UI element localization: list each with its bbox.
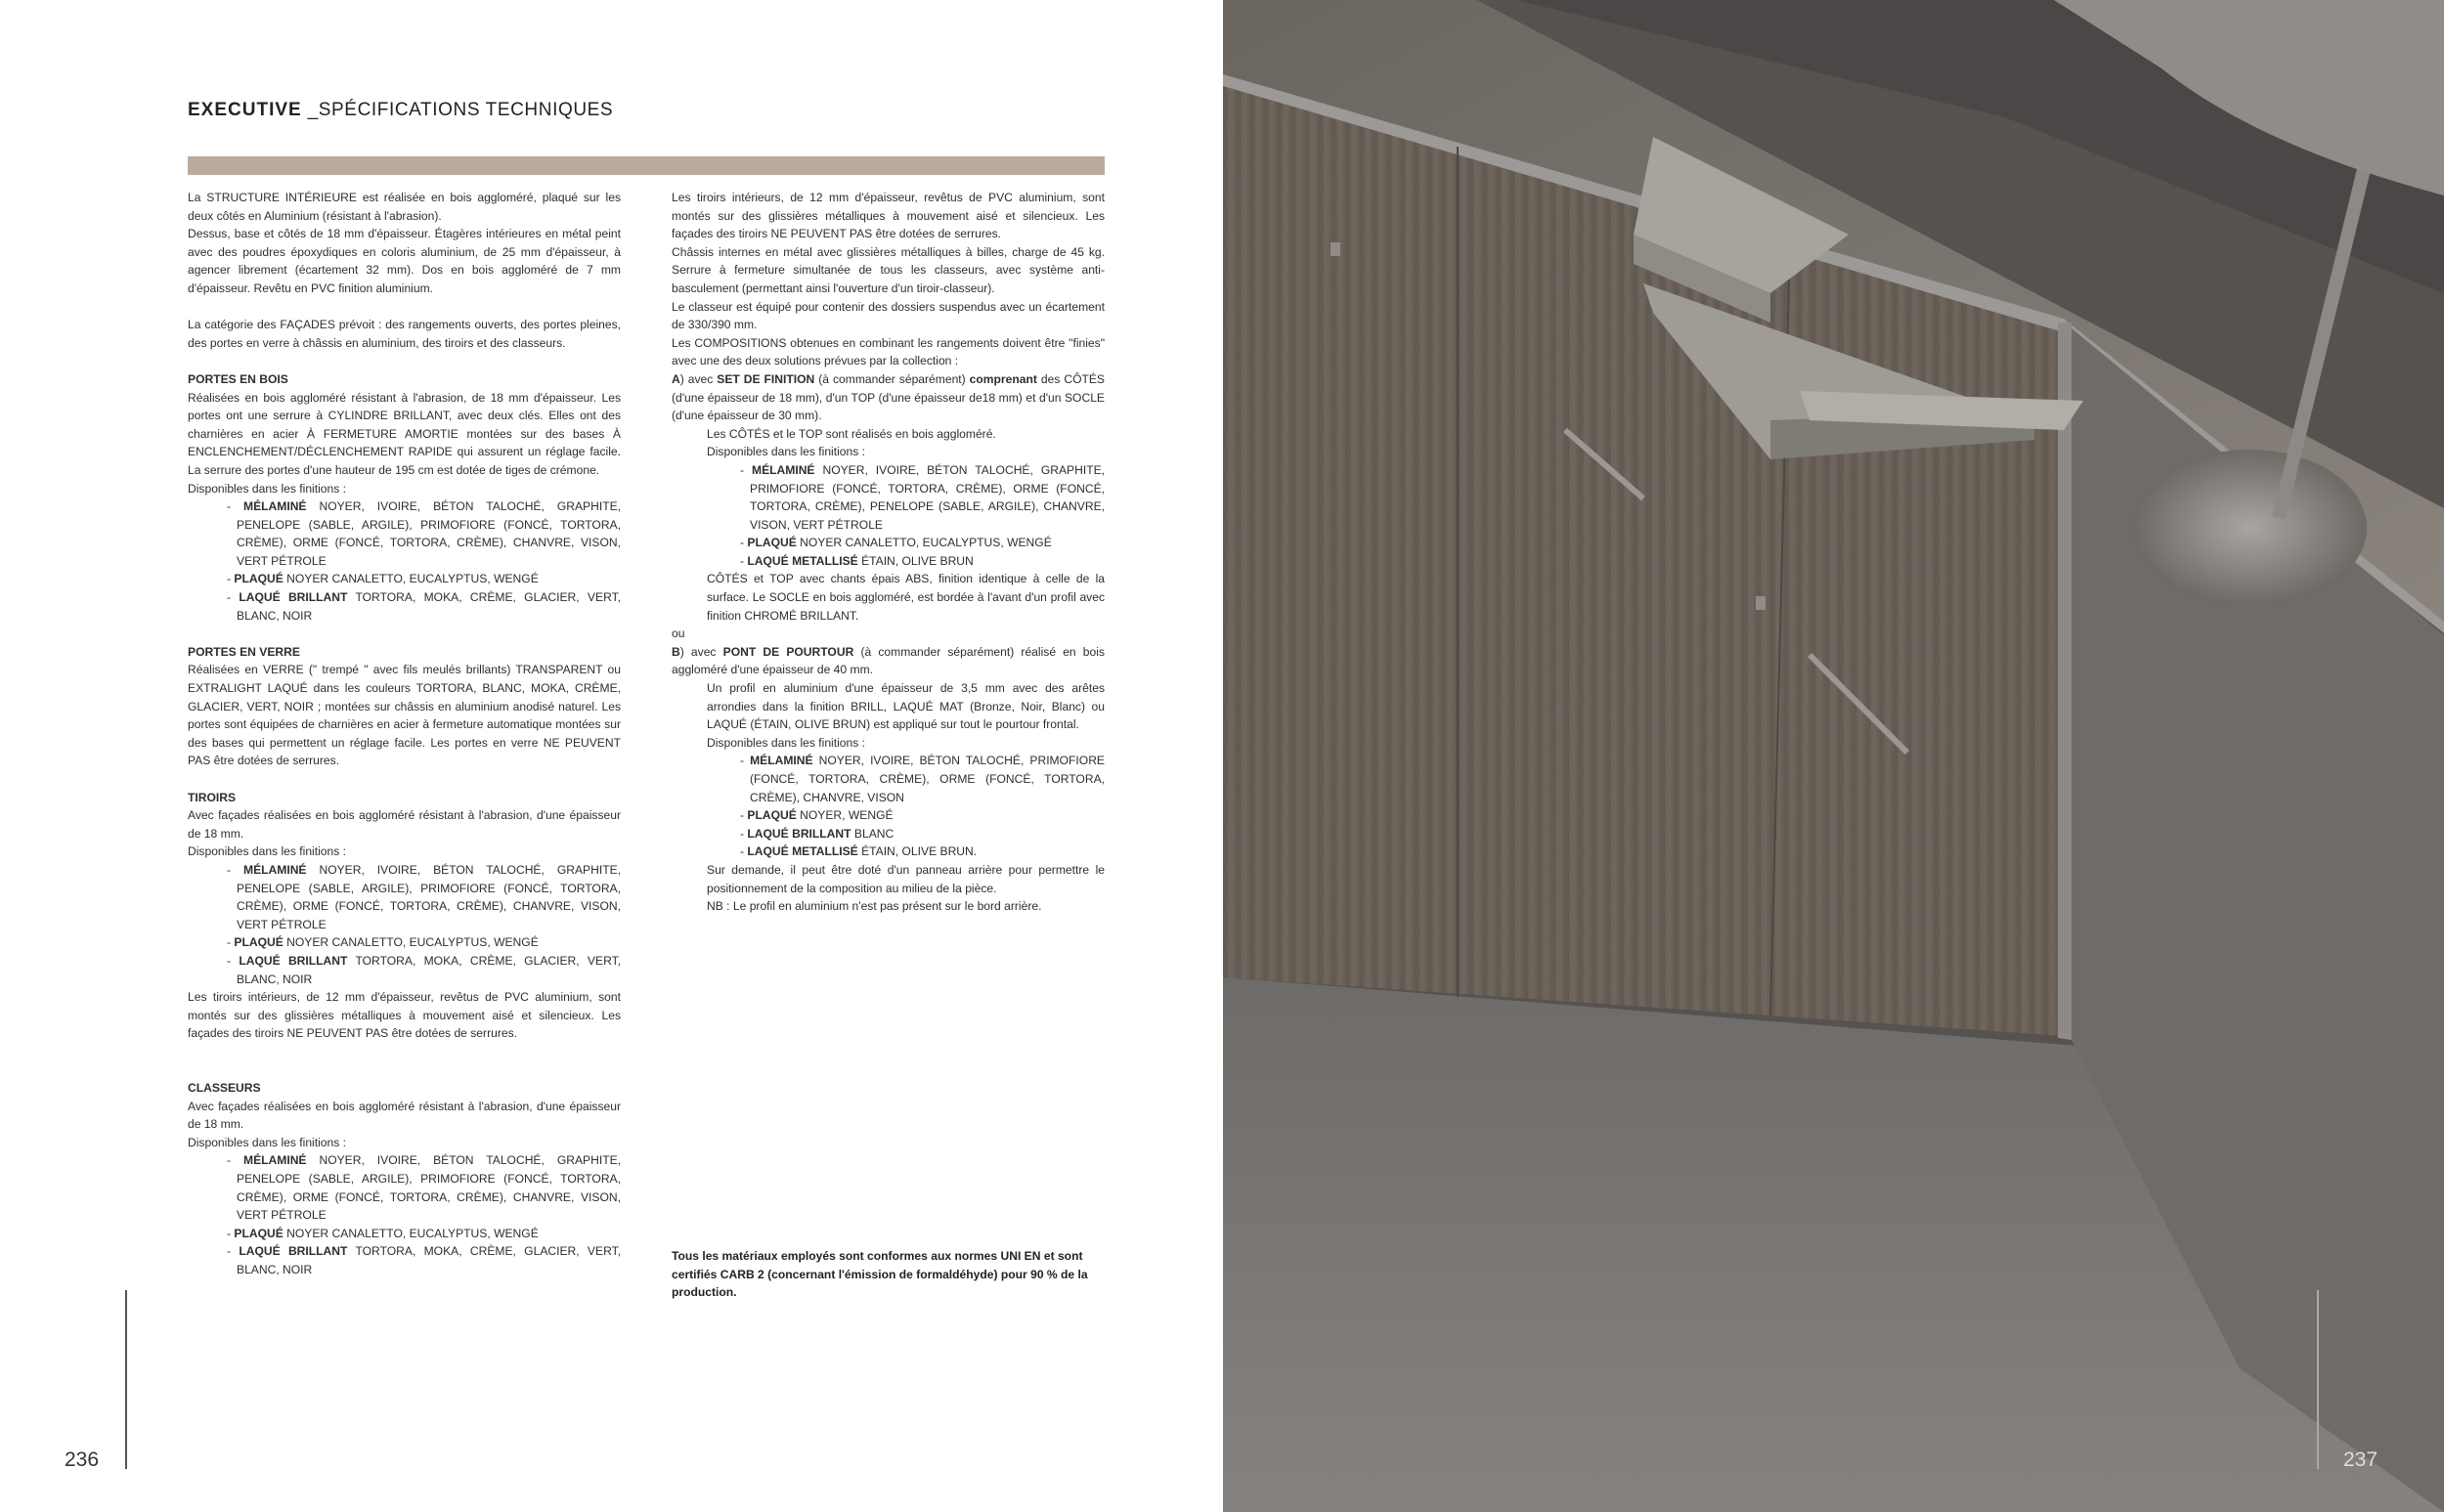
finitions-label: Disponibles dans les finitions : (707, 735, 866, 750)
option-b-demande: Sur demande, il peut être doté d'un panneau arrière pour permettre le positionnement de la composition au milieu de la pièce. (707, 862, 1105, 895)
finition-plaque: - PLAQUÉ NOYER CANALETTO, EUCALYPTUS, WENGÉ (227, 1226, 539, 1240)
option-b: B) avec PONT DE POURTOUR (à commander séparément) réalisé en bois aggloméré d'une épaisseur de 40 mm. (672, 644, 1105, 677)
finition-plaque: - PLAQUÉ NOYER CANALETTO, EUCALYPTUS, WENGÉ (740, 536, 1052, 550)
finition-plaque: - PLAQUÉ NOYER CANALETTO, EUCALYPTUS, WENGÉ (227, 935, 539, 950)
option-a: A) avec SET DE FINITION (à commander séparément) comprenant des CÔTÉS (d'une épaisseur de 18 mm), d'un TOP (d'une épaisseur de18 mm) et d'un SOCLE (d'une épaisseur de 30 mm). (672, 371, 1105, 423)
tiroirs-interieurs-text: Les tiroirs intérieurs, de 12 mm d'épaisseur, revêtus de PVC aluminium, sont montés sur des glissières métalliques à mouvement aisé et silencieux. Les façades des tiroirs NE PEUVENT PAS être dotées de serrures. (672, 191, 1105, 241)
portes-verre-text: Réalisées en VERRE (" trempé " avec fils meulés brillants) TRANSPARENT ou EXTRALIGHT LAQUÉ dans les couleurs TORTORA, BLANC, MOKA, CRÈME, GLACIER, VERT, NOIR ; montées sur châssis en aluminium anodisé naturel. Les portes sont équipées de charnières en acier à fermeture automatique montées sur des bases qui permettent un réglage facile. Les portes en verre NE PEUVENT PAS être dotées de serrures. (188, 663, 621, 768)
ou-separator: ou (672, 626, 685, 641)
option-b-profil: Un profil en aluminium d'une épaisseur de 3,5 mm avec des arêtes arrondies dans la finition BRILL, LAQUÉ MAT (Bronze, Noir, Blanc) ou LAQUÉ (ÉTAIN, OLIVE BRUN) est appliqué sur tout le pourtour frontal. (707, 681, 1105, 732)
text-column-right (672, 189, 1105, 916)
finition-plaque: - PLAQUÉ NOYER, WENGÉ (740, 808, 894, 823)
finition-laque: - LAQUÉ BRILLANT TORTORA, MOKA, CRÈME, GLACIER, VERT, BLANC, NOIR (227, 590, 621, 623)
heading-portes-bois: PORTES EN BOIS (188, 371, 288, 386)
finitions-label: Disponibles dans les finitions : (707, 445, 866, 459)
tiroirs-after-text: Les tiroirs intérieurs, de 12 mm d'épaisseur, revêtus de PVC aluminium, sont montés sur des glissières métalliques à mouvement aisé et silencieux. Les façades des tiroirs NE PEUVENT PAS être dotées de serrures. (188, 990, 621, 1041)
finitions-label: Disponibles dans les finitions : (188, 481, 347, 496)
header-subtitle: _SPÉCIFICATIONS TECHNIQUES (301, 100, 614, 120)
finition-laque-metallise: - LAQUÉ METALLISÉ ÉTAIN, OLIVE BRUN (740, 553, 974, 568)
finition-melamine: - MÉLAMINÉ NOYER, IVOIRE, BÉTON TALOCHÉ, GRAPHITE, PENELOPE (SABLE, ARGILE), PRIMOFIORE (FONCÉ, TORTORA, CRÈME), ORME (FONCÉ, TORTORA, CRÈME), CHANVRE, VISON, VERT PÉTROLE (227, 499, 622, 568)
finition-laque: - LAQUÉ BRILLANT TORTORA, MOKA, CRÈME, GLACIER, VERT, BLANC, NOIR (227, 953, 621, 986)
structure-paragraph: La STRUCTURE INTÉRIEURE est réalisée en bois aggloméré, plaqué sur les deux côtés en Aluminium (résistant à l'abrasion). (188, 191, 621, 223)
text-column-left (188, 189, 621, 1279)
compositions-text: Les COMPOSITIONS obtenues en combinant les rangements doivent être "finies" avec une des deux solutions prévues par la collection : (672, 335, 1105, 368)
option-a-chants: CÔTÉS et TOP avec chants épais ABS, finition identique à celle de la surface. Le SOCLE en bois aggloméré, est bordée à l'avant d'un profil avec finition CHROMÉ BRILLANT. (707, 572, 1105, 623)
chassis-text: Châssis internes en métal avec glissières métalliques à billes, charge de 45 kg. Serrure à fermeture simultanée de tous les classeurs, avec système anti-basculement (permettant ainsi l'ouverture d'un tiroir-classeur). (672, 244, 1105, 295)
brand-title: EXECUTIVE (188, 100, 302, 120)
classeurs-text: Avec façades réalisées en bois aggloméré résistant à l'abrasion, d'une épaisseur de 18 mm. (188, 1099, 621, 1132)
finition-laque: - LAQUÉ BRILLANT TORTORA, MOKA, CRÈME, GLACIER, VERT, BLANC, NOIR (227, 1244, 621, 1277)
finition-laque-metallise: - LAQUÉ METALLISÉ ÉTAIN, OLIVE BRUN. (740, 844, 978, 859)
option-a-cotes: Les CÔTÉS et le TOP sont réalisés en bois aggloméré. (707, 426, 996, 441)
finition-melamine: - MÉLAMINÉ NOYER, IVOIRE, BÉTON TALOCHÉ, GRAPHITE, PENELOPE (SABLE, ARGILE), PRIMOFIORE (FONCÉ, TORTORA, CRÈME), ORME (FONCÉ, TORTORA, CRÈME), CHANVRE, VISON, VERT PÉTROLE (227, 1153, 622, 1223)
finition-melamine: - MÉLAMINÉ NOYER, IVOIRE, BÉTON TALOCHÉ, PRIMOFIORE (FONCÉ, TORTORA, CRÈME), ORME (FONCÉ, TORTORA, CRÈME), CHANVRE, VISON (740, 754, 1105, 804)
finitions-label: Disponibles dans les finitions : (188, 1135, 347, 1149)
structure-details: Dessus, base et côtés de 18 mm d'épaisseur. Étagères intérieures en métal peint avec des poudres époxydiques en coloris aluminium, de 25 mm d'épaisseur, à agencer librement (écartement 32 mm). Dos en bois aggloméré de 7 mm d'épaisseur. Revêtu en PVC finition aluminium. (188, 227, 621, 295)
option-b-nb: NB : Le profil en aluminium n'est pas présent sur le bord arrière. (707, 899, 1042, 914)
page-number-left: 236 (65, 1448, 100, 1471)
finition-melamine: - MÉLAMINÉ NOYER, IVOIRE, BÉTON TALOCHÉ, GRAPHITE, PENELOPE (SABLE, ARGILE), PRIMOFIORE (FONCÉ, TORTORA, CRÈME), ORME (FONCÉ, TORTORA, CRÈME), CHANVRE, VISON, VERT PÉTROLE (227, 862, 622, 931)
heading-classeurs: CLASSEURS (188, 1081, 261, 1096)
page-margin-line (125, 1290, 127, 1469)
certification-footnote: Tous les matériaux employés sont conformes aux normes UNI EN et sont certifiés CARB 2 (concernant l'émission de formaldéhyde) pour 90 % de la production. (672, 1249, 1088, 1300)
page-header (188, 100, 613, 121)
page-margin-line (2317, 1290, 2319, 1469)
finition-plaque: - PLAQUÉ NOYER CANALETTO, EUCALYPTUS, WENGÉ (227, 572, 539, 586)
finition-melamine: - MÉLAMINÉ NOYER, IVOIRE, BÉTON TALOCHÉ, GRAPHITE, PRIMOFIORE (FONCÉ, TORTORA, CRÈME), ORME (FONCÉ, TORTORA, CRÈME), PENELOPE (SABLE, ARGILE), CHANVRE, VISON, VERT PÉTROLE (740, 462, 1106, 532)
header-divider-bar (188, 156, 1105, 175)
product-photo (1223, 0, 2444, 1512)
classeur-equipement-text: Le classeur est équipé pour contenir des dossiers suspendus avec un écartement de 330/390 mm. (672, 299, 1105, 332)
facades-paragraph: La catégorie des FAÇADES prévoit : des rangements ouverts, des portes pleines, des portes en verre à châssis en aluminium, des tiroirs et des classeurs. (188, 318, 621, 350)
cabinet-lamp-photo (1223, 0, 2444, 1512)
finition-laque: - LAQUÉ BRILLANT BLANC (740, 826, 895, 841)
heading-portes-verre: PORTES EN VERRE (188, 644, 300, 659)
finitions-label: Disponibles dans les finitions : (188, 844, 347, 859)
portes-bois-text: Réalisées en bois aggloméré résistant à l'abrasion, de 18 mm d'épaisseur. Les portes ont une serrure à CYLINDRE BRILLANT, avec deux clés. Elles ont des charnières en acier À FERMETURE AMORTIE montées sur des bases À ENCLENCHEMENT/DÉCLENCHEMENT RAPIDE qui assurent un réglage facile. La serrure des portes d'une hauteur de 195 cm est dotée de tiges de crémone. (188, 390, 621, 477)
heading-tiroirs: TIROIRS (188, 790, 237, 804)
page-number-right: 237 (2343, 1448, 2379, 1471)
tiroirs-text: Avec façades réalisées en bois aggloméré résistant à l'abrasion, d'une épaisseur de 18 mm. (188, 808, 621, 841)
